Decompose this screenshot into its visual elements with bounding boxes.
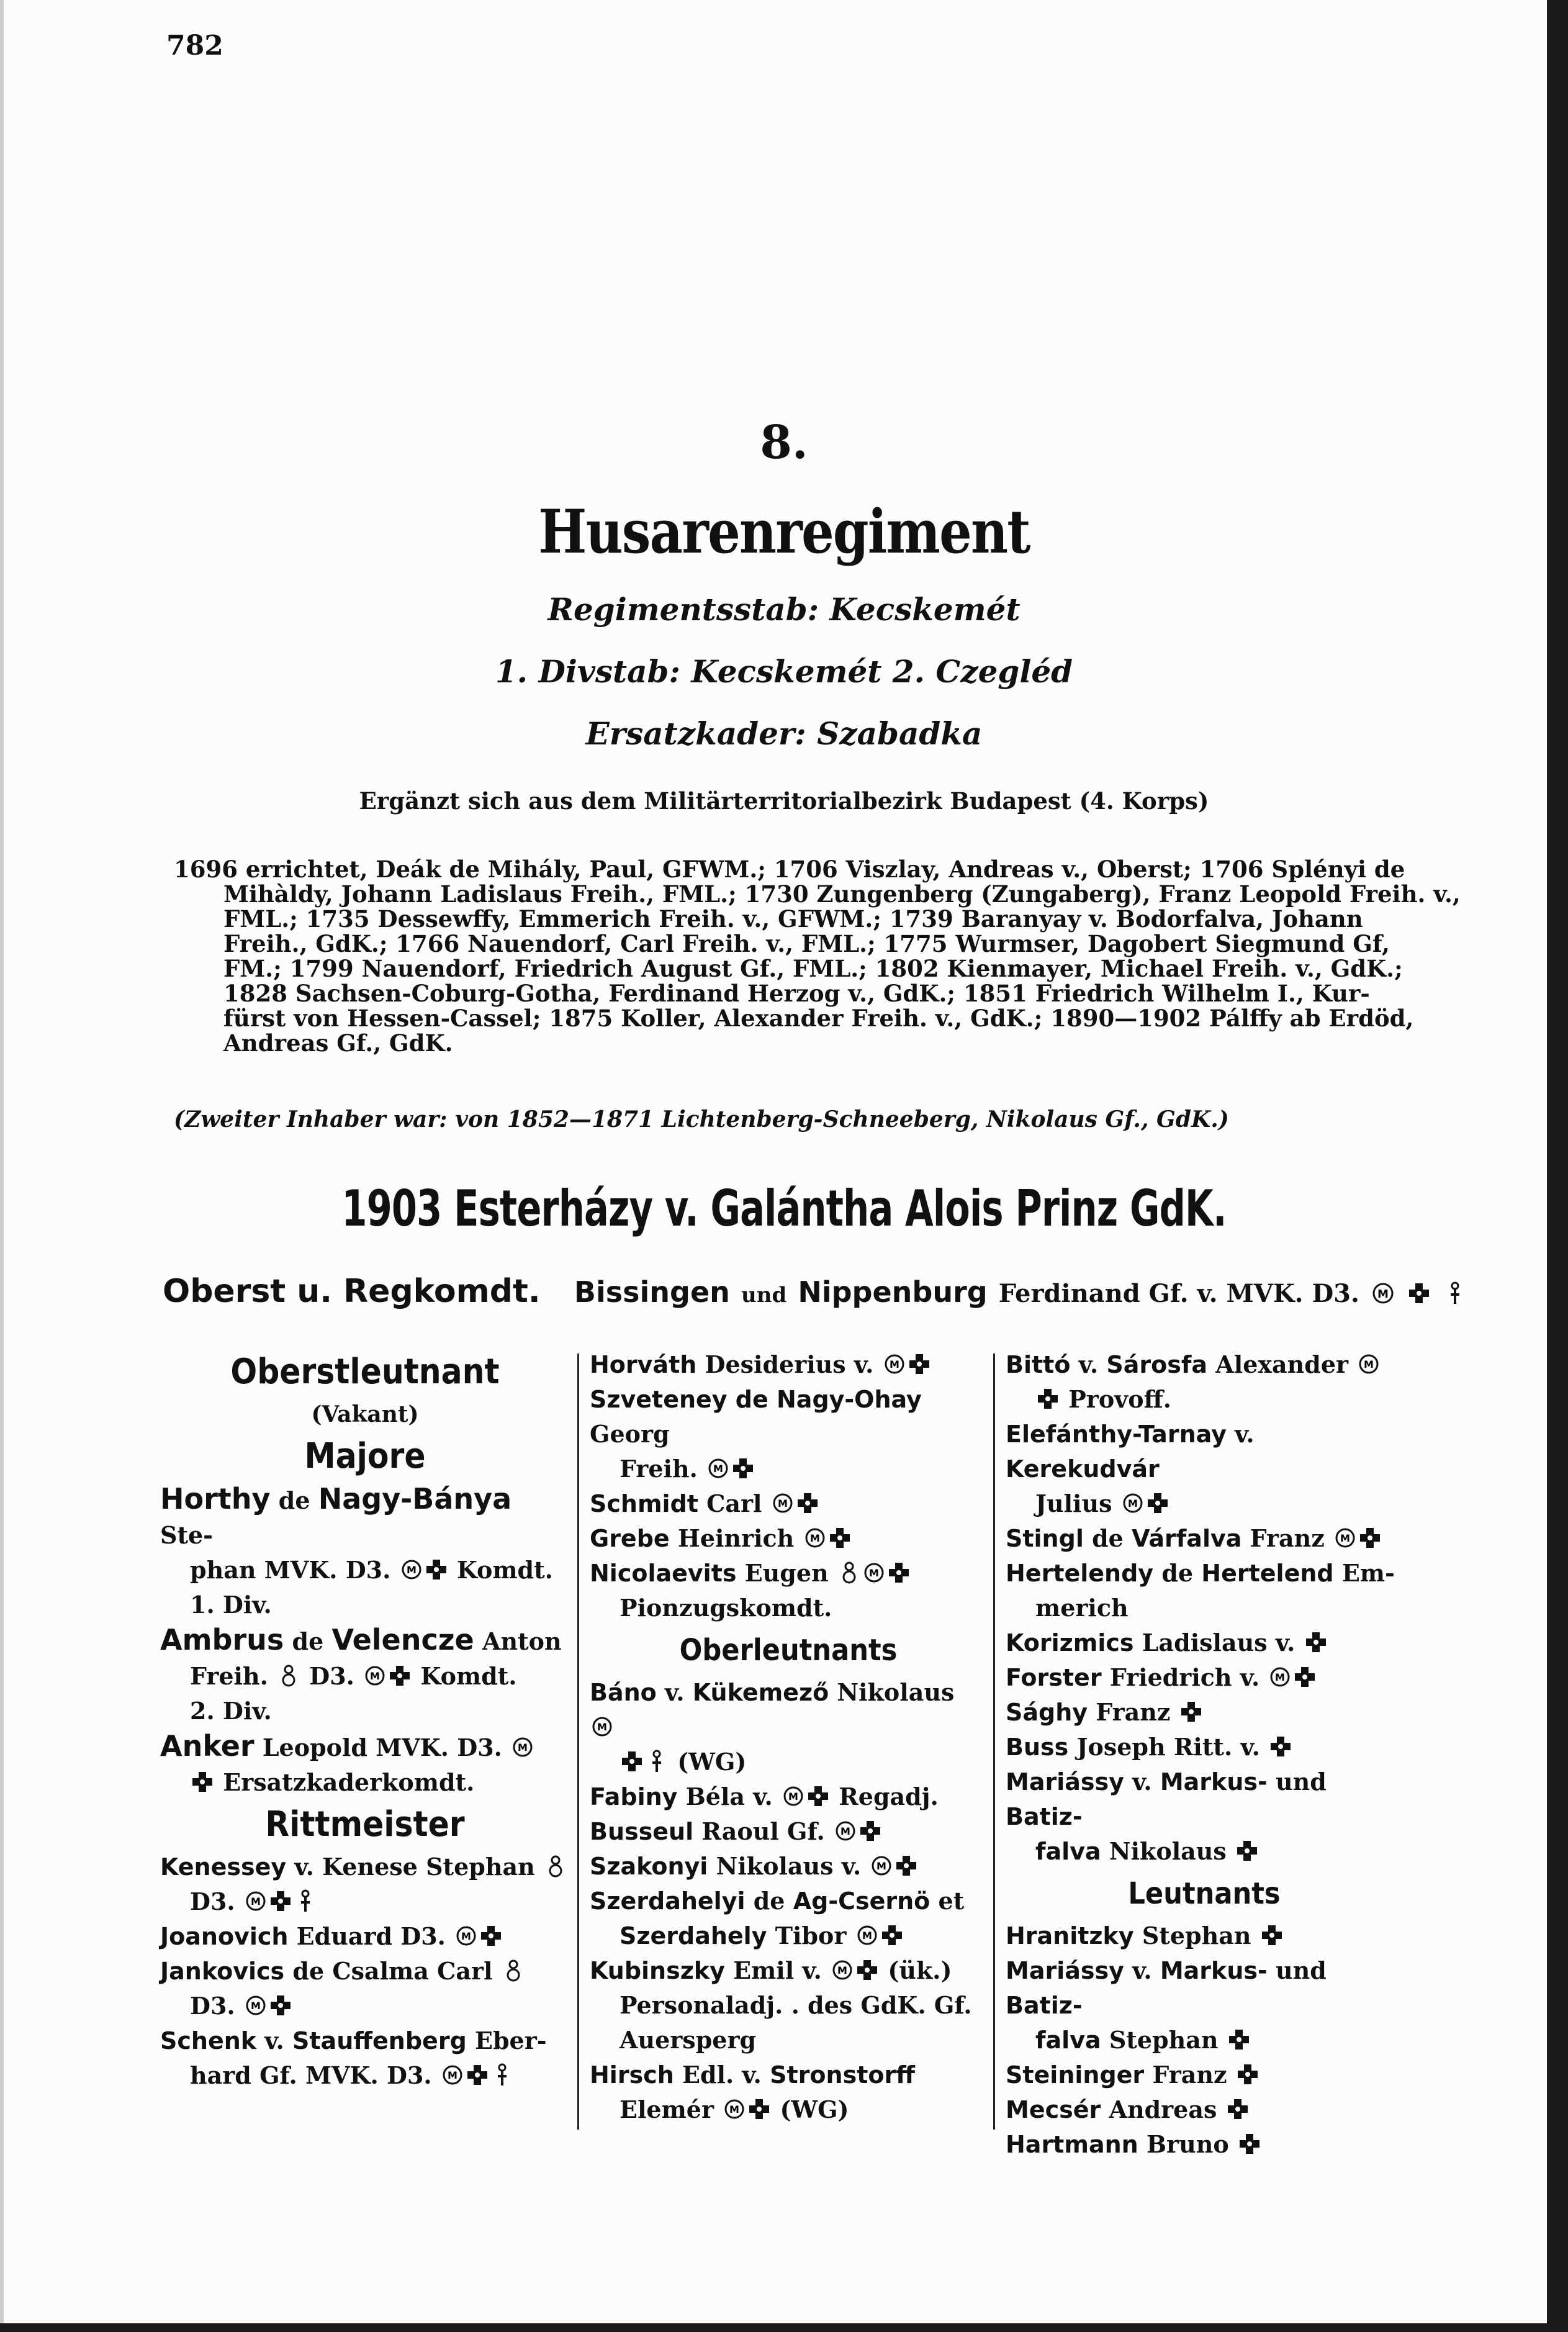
history-line: 1696 errichtet, Deák de Mihály, Paul, GFWM.; 1706 Viszlay, Andreas v., Oberst; 1706 Splényi de xyxy=(174,856,1405,883)
cross-icon xyxy=(1292,1665,1317,1689)
list-item: Ambrus de Velencze Anton Freih. D3. M Komdt. 2. Div. xyxy=(160,1623,562,1725)
vakant-label: (Vakant) xyxy=(311,1401,419,1427)
cross-icon xyxy=(1035,1386,1060,1411)
military-merit-icon xyxy=(1120,1491,1145,1516)
svg-text:M: M xyxy=(447,2069,457,2081)
military-merit-icon xyxy=(510,1735,535,1760)
svg-text:M: M xyxy=(837,1964,848,1976)
cross-icon xyxy=(1235,1838,1259,1863)
cross-icon xyxy=(806,1784,831,1809)
column-1 xyxy=(160,1347,570,2093)
list-item: Anker Leopold MVK. D3. M Ersatzkaderkomdt. xyxy=(160,1729,570,1800)
list-item: Jankovics de Csalma Carl D3. M xyxy=(160,1954,570,2023)
military-merit-icon xyxy=(1356,1352,1381,1376)
cross-icon xyxy=(465,2063,490,2087)
medal-ring-icon xyxy=(543,1854,568,1879)
medal-icon xyxy=(644,1749,669,1774)
list-item: Korizmics Ladislaus v. xyxy=(1006,1625,1403,1660)
cross-icon xyxy=(387,1663,412,1688)
svg-text:M: M xyxy=(840,1825,850,1837)
military-merit-icon xyxy=(833,1819,858,1843)
cross-icon xyxy=(1145,1491,1170,1516)
svg-text:M: M xyxy=(862,1930,872,1941)
cross-icon xyxy=(1259,1923,1284,1948)
zweiter-inhaber: (Zweiter Inhaber war: von 1852—1871 Lichtenberg-Schneeberg, Nikolaus Gf., GdK.) xyxy=(174,1106,1229,1132)
military-merit-icon xyxy=(862,1560,886,1585)
cross-icon xyxy=(268,1993,293,2018)
cross-icon xyxy=(894,1853,919,1878)
history-line: Andreas Gf., GdK. xyxy=(223,1029,453,1057)
scan-left-edge xyxy=(0,0,4,2332)
medal-ring-icon xyxy=(501,1958,526,1983)
medal-ring-icon xyxy=(276,1663,301,1688)
medal-icon xyxy=(1443,1281,1467,1306)
list-item: Grebe Heinrich M xyxy=(590,1521,987,1556)
page-number: 782 xyxy=(166,30,223,61)
column-2 xyxy=(590,1347,987,2127)
military-merit-icon xyxy=(770,1491,795,1516)
svg-text:M: M xyxy=(250,1896,261,1907)
svg-text:M: M xyxy=(788,1791,798,1802)
military-merit-icon xyxy=(590,1714,615,1739)
medal-icon xyxy=(293,1889,318,1914)
list-item: Szveteney de Nagy-Ohay Georg Freih. M xyxy=(590,1386,922,1483)
svg-text:M: M xyxy=(1377,1288,1389,1301)
history-line: 1828 Sachsen-Coburg-Gotha, Ferdinand Herzog v., GdK.; 1851 Friedrich Wilhelm I., Kur- xyxy=(223,980,1370,1007)
cross-icon xyxy=(795,1491,820,1516)
cross-icon xyxy=(855,1958,880,1982)
cross-icon xyxy=(1304,1630,1328,1655)
cross-icon xyxy=(886,1560,911,1585)
cross-icon xyxy=(827,1525,852,1550)
military-merit-icon xyxy=(706,1456,731,1481)
military-merit-icon xyxy=(1268,1665,1292,1689)
list-item: Horthy de Nagy-Bánya Ste- phan MVK. D3. M Komdt. 1. Div. xyxy=(160,1482,553,1619)
scan-bottom-border xyxy=(0,2323,1568,2332)
oberst-rest: Ferdinand Gf. v. MVK. D3. xyxy=(998,1279,1359,1308)
military-merit-icon xyxy=(243,1993,268,2018)
military-merit-icon xyxy=(803,1525,827,1550)
history-line: FM.; 1799 Nauendorf, Friedrich August Gf., FML.; 1802 Kienmayer, Michael Freih. v., GdK.; xyxy=(223,955,1403,982)
svg-text:M: M xyxy=(809,1532,820,1544)
list-item: Hranitzky Stephan xyxy=(1006,1918,1403,1953)
list-item: Forster Friedrich v. M xyxy=(1006,1660,1403,1695)
svg-text:M: M xyxy=(370,1670,381,1682)
list-item: Mariássy v. Markus- und Batiz- falva Nikolaus xyxy=(1006,1768,1327,1865)
column-divider xyxy=(577,1354,579,2130)
list-item: Kubinszky Emil v. M (ük.) Personaladj. . des GdK. Gf. Auersperg xyxy=(590,1956,972,2054)
list-item: Schmidt Carl M xyxy=(590,1486,987,1521)
cross-icon xyxy=(1179,1699,1204,1724)
list-item: Stingl de Várfalva Franz M xyxy=(1006,1521,1403,1556)
list-item: Busseul Raoul Gf. M xyxy=(590,1814,987,1849)
list-item: Schenk v. Stauffenberg Eber- hard Gf. MVK. D3. M xyxy=(160,2027,547,2089)
cross-icon xyxy=(747,2097,772,2122)
regiment-number: 8. xyxy=(760,416,808,469)
oberst-name2: Nippenburg xyxy=(798,1275,988,1309)
inhaber-heading: 1903 Esterházy v. Galántha Alois Prinz GdK. xyxy=(341,1180,1227,1237)
history-paragraph xyxy=(174,856,1461,1057)
list-item: Nicolaevits Eugen M Pionzugskomdt. xyxy=(590,1556,987,1625)
oberleutnants-heading: Oberleutnants xyxy=(679,1633,898,1668)
list-item: Joanovich Eduard D3. M xyxy=(160,1919,570,1954)
medal-icon xyxy=(490,2063,515,2087)
history-line: Freih., GdK.; 1766 Nauendorf, Carl Freih. v., FML.; 1775 Wurmser, Dagobert Siegmund Gf, xyxy=(223,930,1390,957)
medal-ring-icon xyxy=(837,1560,862,1585)
list-item: Hartmann Bruno xyxy=(1006,2127,1403,2162)
oberst-name1: Bissingen xyxy=(574,1275,730,1309)
list-item: Szakonyi Nikolaus v. M xyxy=(590,1849,987,1884)
cross-icon xyxy=(1225,2097,1250,2122)
cross-icon xyxy=(858,1819,883,1843)
list-item: Fabiny Béla v. M Regadj. xyxy=(590,1783,939,1810)
erganzt-line: Ergänzt sich aus dem Militärterritorialbezirk Budapest (4. Korps) xyxy=(359,787,1209,815)
svg-text:M: M xyxy=(406,1564,417,1576)
oberstleutnant-heading: Oberstleutnant xyxy=(230,1352,500,1392)
cross-icon xyxy=(1358,1525,1382,1550)
military-merit-icon xyxy=(722,2097,747,2122)
majore-heading: Majore xyxy=(304,1436,426,1476)
scan-right-border xyxy=(1547,0,1568,2332)
svg-text:M: M xyxy=(518,1742,528,1753)
cross-icon xyxy=(907,1352,932,1376)
military-merit-icon xyxy=(243,1889,268,1914)
leutnants-heading: Leutnants xyxy=(1128,1876,1281,1911)
list-item: Elefánthy-Tarnay v. Kerekudvár Julius M xyxy=(1006,1420,1255,1517)
column-3 xyxy=(1006,1347,1403,2162)
cross-icon xyxy=(1407,1281,1431,1306)
list-item: Mecsér Andreas xyxy=(1006,2092,1403,2127)
svg-text:M: M xyxy=(777,1498,788,1509)
military-merit-icon xyxy=(781,1784,806,1809)
svg-text:M: M xyxy=(713,1463,724,1475)
rittmeister-heading: Rittmeister xyxy=(265,1804,465,1845)
oberst-und: und xyxy=(741,1283,787,1308)
list-item: Kenessey v. Kenese Stephan D3. M xyxy=(160,1850,570,1919)
list-item: Bittó v. Sárosfa Alexander M Provoff. xyxy=(1006,1347,1403,1417)
svg-text:M: M xyxy=(889,1358,899,1370)
cross-icon xyxy=(1227,2027,1251,2052)
history-line: FML.; 1735 Dessewffy, Emmerich Freih. v., GFWM.; 1739 Baranyay v. Bodorfalva, Johann xyxy=(223,905,1363,933)
history-line: Mihàldy, Johann Ladislaus Freih., FML.; 1730 Zungenberg (Zungaberg), Franz Leopold Freih. v., xyxy=(223,880,1461,908)
military-merit-icon xyxy=(882,1352,907,1376)
cross-icon xyxy=(1268,1734,1293,1759)
military-merit-icon xyxy=(869,1853,894,1878)
history-line: fürst von Hessen-Cassel; 1875 Koller, Alexander Freih. v., GdK.; 1890—1902 Pálffy ab Erdöd, xyxy=(223,1005,1414,1032)
regimentsstab: Regimentsstab: Kecskemét xyxy=(547,591,1021,628)
cross-icon xyxy=(1235,2062,1260,2087)
military-merit-icon xyxy=(1371,1281,1395,1306)
svg-text:M: M xyxy=(250,2000,261,2012)
cross-icon xyxy=(731,1456,755,1481)
military-merit-icon xyxy=(454,1923,479,1948)
military-merit-icon xyxy=(1333,1525,1358,1550)
cross-icon xyxy=(620,1749,644,1774)
list-item: Hirsch Edl. v. Stronstorff Elemér M (WG) xyxy=(590,2061,916,2123)
military-merit-icon xyxy=(830,1958,855,1982)
svg-text:M: M xyxy=(597,1721,607,1733)
svg-text:M: M xyxy=(729,2104,740,2115)
list-item: Mariássy v. Markus- und Batiz- falva Stephan xyxy=(1006,1956,1327,2054)
military-merit-icon xyxy=(363,1663,387,1688)
cross-icon xyxy=(268,1889,293,1914)
svg-text:M: M xyxy=(868,1567,879,1579)
list-item: Horváth Desiderius v. M xyxy=(590,1347,987,1382)
list-item: Hertelendy de Hertelend Em- merich xyxy=(1006,1559,1395,1622)
list-item: Steininger Franz xyxy=(1006,2058,1403,2092)
svg-text:M: M xyxy=(1340,1532,1350,1544)
column-divider xyxy=(993,1354,995,2130)
divstab: 1. Divstab: Kecskemét 2. Czegléd xyxy=(495,653,1073,690)
ersatzkader: Ersatzkader: Szabadka xyxy=(585,715,983,752)
military-merit-icon xyxy=(855,1923,880,1948)
cross-icon xyxy=(424,1557,449,1582)
cross-icon xyxy=(1237,2131,1262,2156)
oberst-rank: Oberst u. Regkomdt. xyxy=(163,1273,541,1310)
svg-text:M: M xyxy=(1127,1498,1138,1509)
list-item: Szerdahelyi de Ag-Csernö et Szerdahely Tibor M xyxy=(590,1887,965,1950)
page-title: Husarenregiment xyxy=(538,497,1030,567)
svg-text:M: M xyxy=(1364,1358,1374,1370)
cross-icon xyxy=(880,1923,904,1948)
list-item: Báno v. Kükemező Nikolaus M (WG) xyxy=(590,1678,955,1776)
list-item: Sághy Franz xyxy=(1006,1695,1403,1730)
military-merit-icon xyxy=(399,1557,424,1582)
cross-icon xyxy=(190,1769,215,1794)
svg-text:M: M xyxy=(876,1860,887,1872)
military-merit-icon xyxy=(440,2063,465,2087)
svg-text:M: M xyxy=(1275,1671,1286,1683)
svg-text:M: M xyxy=(461,1930,472,1942)
oberst-line xyxy=(163,1273,1467,1310)
cross-icon xyxy=(479,1923,503,1948)
list-item: Buss Joseph Ritt. v. xyxy=(1006,1730,1403,1765)
